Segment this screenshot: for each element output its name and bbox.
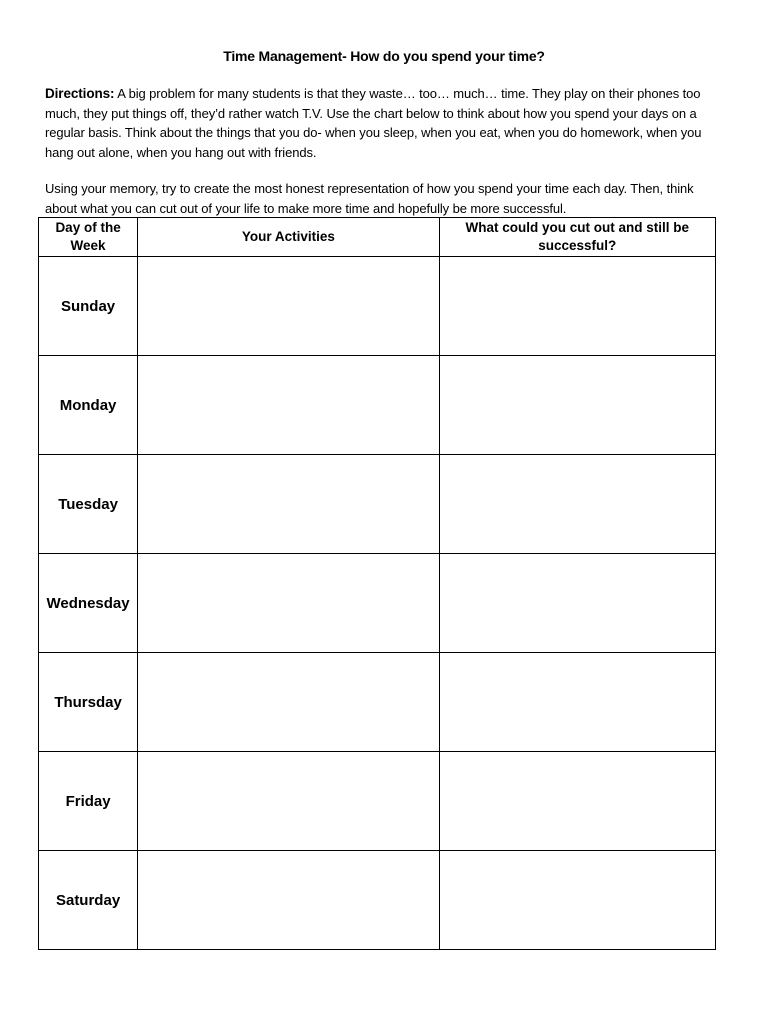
activities-cell[interactable]: [138, 851, 439, 950]
table-header-row: [39, 218, 716, 257]
table-row: [39, 356, 716, 455]
cut-out-cell[interactable]: [439, 257, 715, 356]
table-row: [39, 257, 716, 356]
header-what-to-cut: What could you cut out and still be successful?: [439, 218, 715, 257]
table-row: [39, 752, 716, 851]
cut-out-cell[interactable]: [439, 356, 715, 455]
activities-cell[interactable]: [138, 554, 439, 653]
day-cell: Friday: [39, 752, 138, 851]
time-schedule-table: [38, 217, 716, 950]
activities-cell[interactable]: [138, 455, 439, 554]
cut-out-cell[interactable]: [439, 455, 715, 554]
header-your-activities: Your Activities: [138, 218, 439, 257]
activities-cell[interactable]: [138, 257, 439, 356]
activities-cell[interactable]: [138, 752, 439, 851]
table-row: [39, 851, 716, 950]
day-cell: Monday: [39, 356, 138, 455]
day-cell: Thursday: [39, 653, 138, 752]
table-row: [39, 554, 716, 653]
cut-out-cell[interactable]: [439, 851, 715, 950]
day-cell: Tuesday: [39, 455, 138, 554]
page-title: Time Management- How do you spend your time?: [223, 48, 545, 64]
day-cell: Saturday: [39, 851, 138, 950]
cut-out-cell[interactable]: [439, 653, 715, 752]
directions-text: A big problem for many students is that they waste… too… much… time. They play on their phones too much, they put things off, they’d rather watch T.V. Use the chart below to think about how you spend your days on a regular basis. Think about the things that you do- when you sleep, when you eat, when you do homework, when you hang out alone, when you hang out with friends.: [45, 86, 702, 160]
table-row: [39, 653, 716, 752]
day-cell: Sunday: [39, 257, 138, 356]
header-day-of-week: Day of the Week: [39, 218, 138, 257]
cut-out-cell[interactable]: [439, 752, 715, 851]
table-row: [39, 455, 716, 554]
directions-label: Directions:: [45, 86, 115, 101]
instructions-paragraph: Using your memory, try to create the most honest representation of how you spend your time each day. Then, think about what you can cut out of your life to make more time and hopefully be more successful.: [45, 181, 694, 216]
cut-out-cell[interactable]: [439, 554, 715, 653]
activities-cell[interactable]: [138, 356, 439, 455]
activities-cell[interactable]: [138, 653, 439, 752]
directions-paragraph: [45, 84, 725, 162]
day-cell: Wednesday: [39, 554, 138, 653]
